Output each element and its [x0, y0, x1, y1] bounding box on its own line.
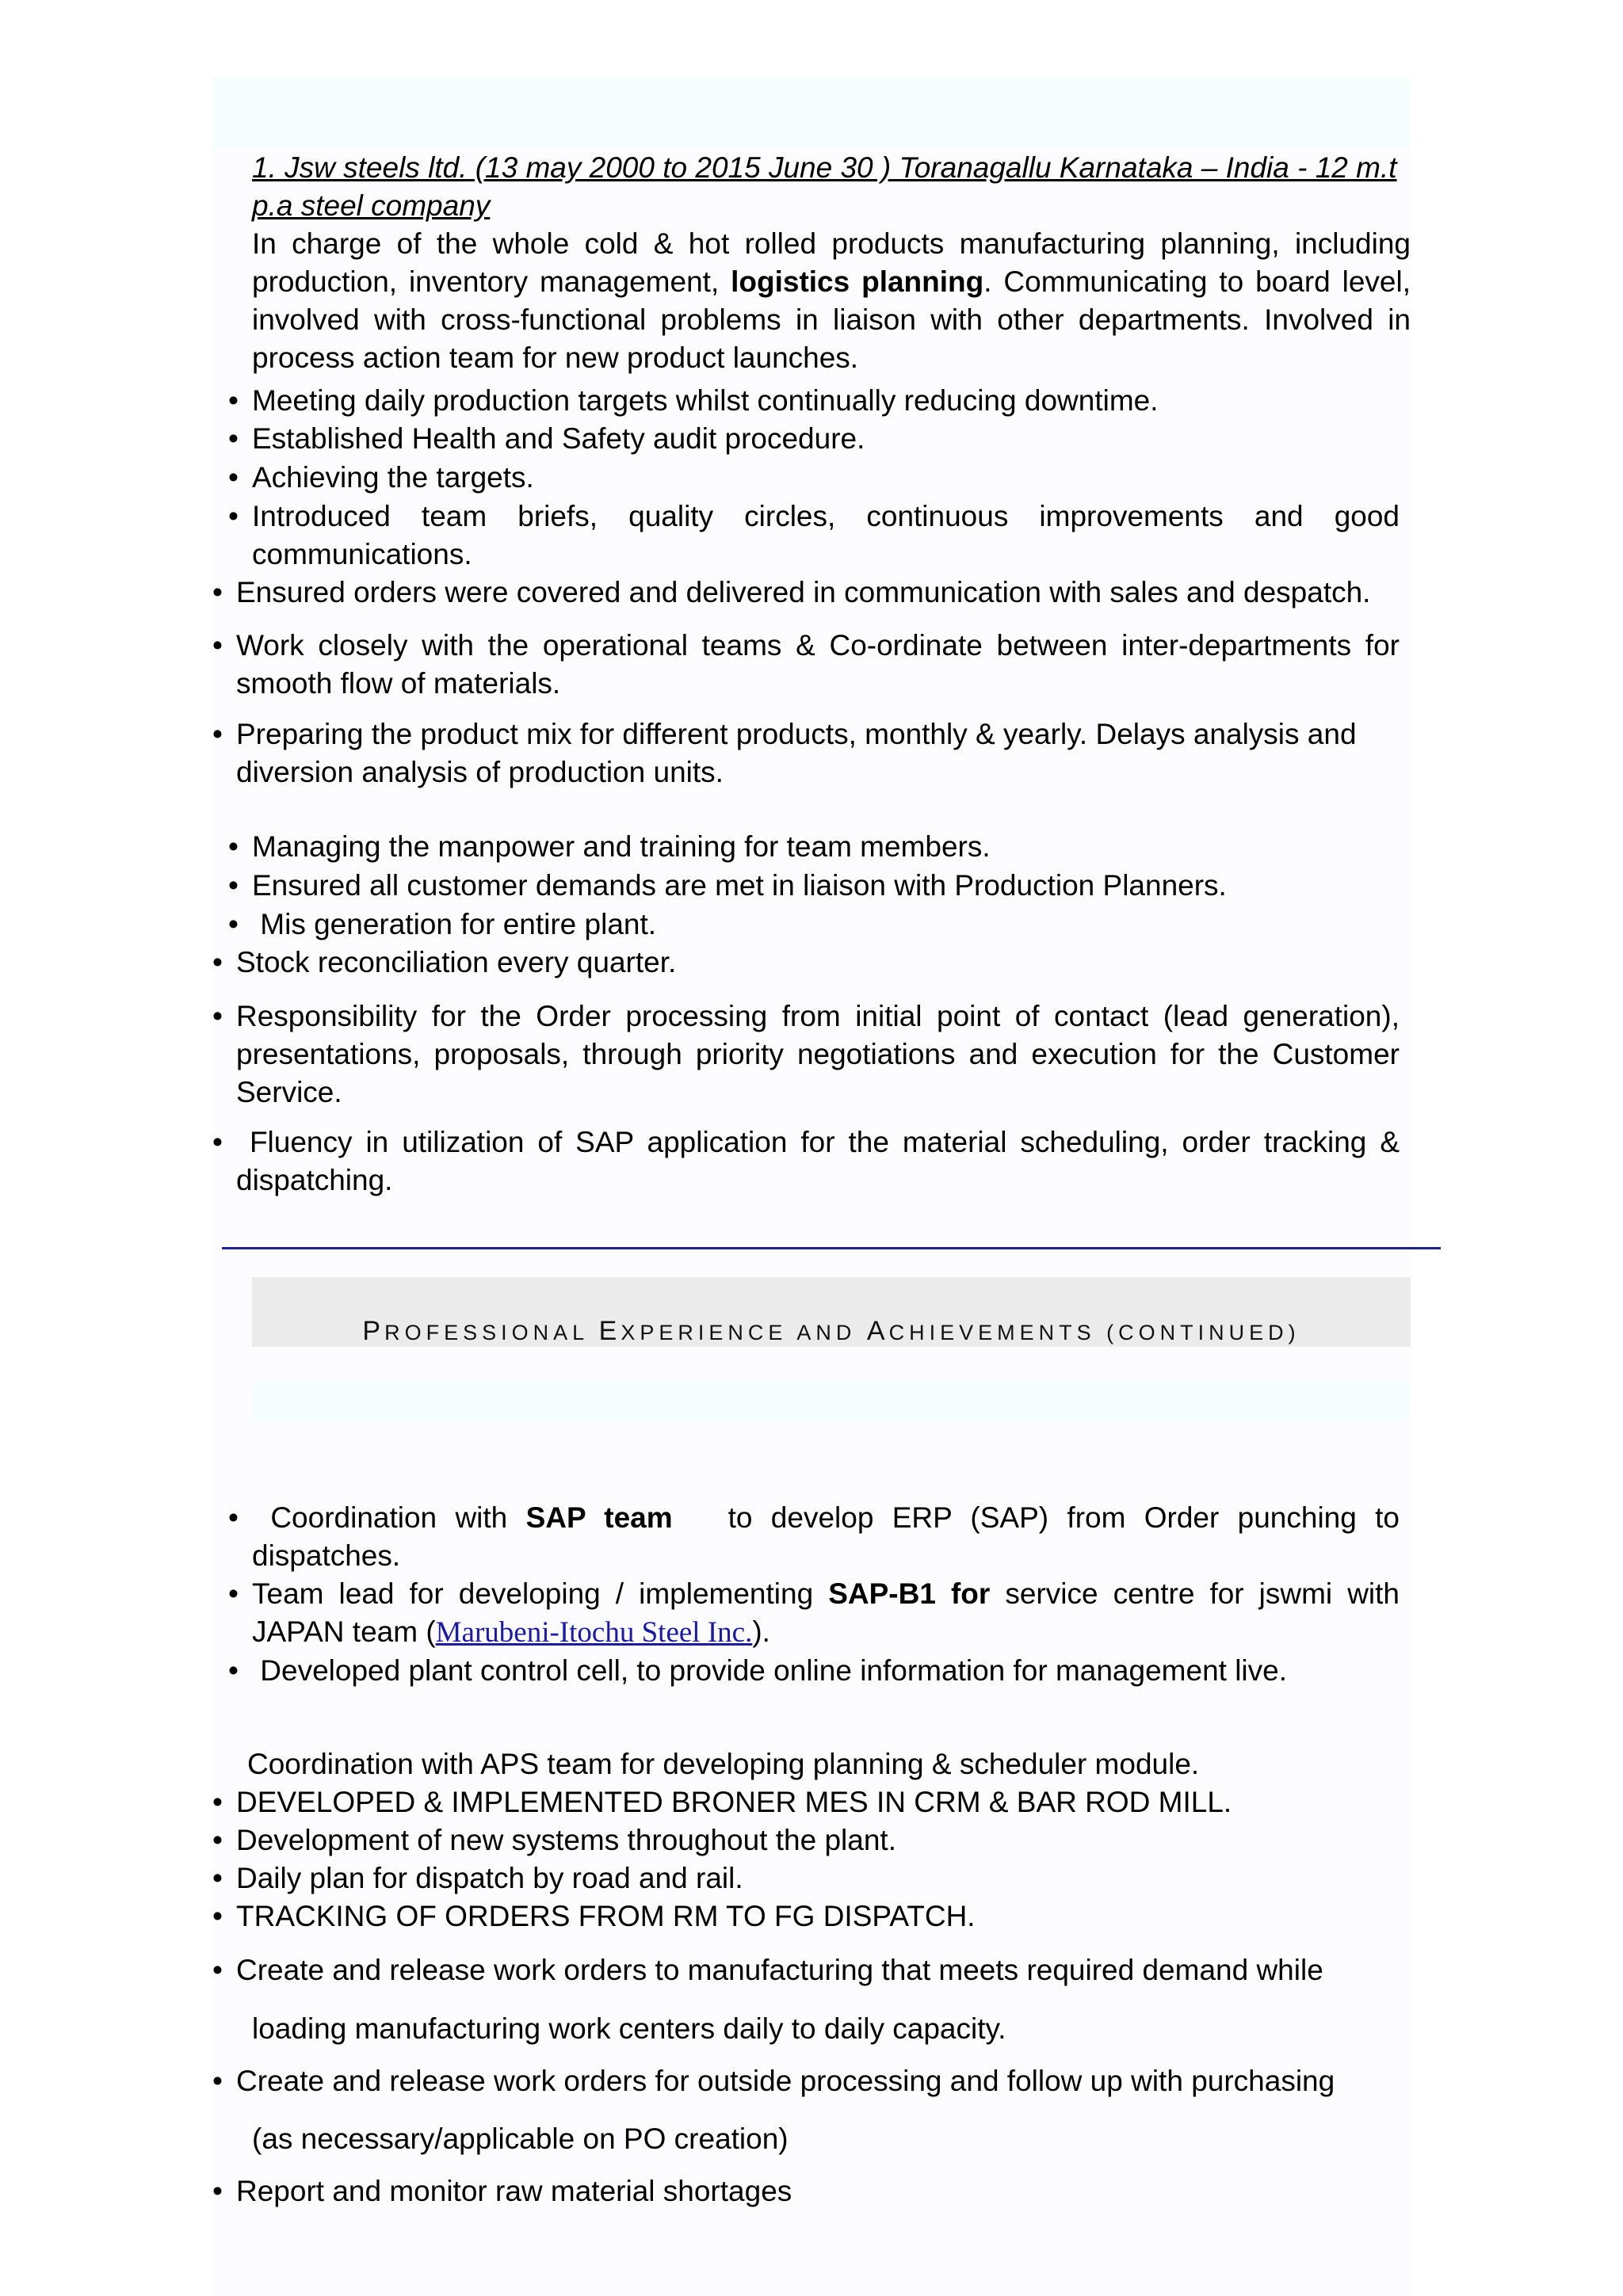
- list-item-continuation: (as necessary/applicable on PO creation): [252, 2122, 789, 2155]
- list-item: • Fluency in utilization of SAP application for the material scheduling, order tracking & dispatching.: [212, 1126, 1408, 1196]
- aps-coordination: Coordination with APS team for developing planning & scheduler module.: [247, 1748, 1200, 1780]
- list-item-continuation: loading manufacturing work centers daily to daily capacity.: [252, 2012, 1006, 2045]
- sap-team-emphasis: SAP team: [525, 1501, 673, 1534]
- section-sub-band: [252, 1383, 1411, 1421]
- resume-page: 1. Jsw steels ltd. (13 may 2000 to 2015 June 30 ) Toranagallu Karnataka – India - 12 m.t p.a steel company In charge of the whole cold & hot rolled products manufacturing planning, including production, inventory management, logistics planning. Communicating to board level, involved with cross-functional problems in liaison with other departments. Involved in process action team for new product launches. • Meeting daily production targets whilst continually reducing downtime. • Established Health and Safety audit procedure. • Achieving the targets. • Introduced team briefs, quality circles, continuous improvements and good communications. • Ensured orders were covered and delivered in communication with sales and despatch. • Work closely with the operational teams & Co-ordinate between inter-departments for smooth flow of materials. • Preparing the product mix for different products, monthly & yearly. Delays analysis and diversion analysis of production units. • Managing the manpower and training for team members. • Ensured all customer demands are met in liaison with Production Planners. • Mis generation for entire plant. • Stock reconciliation every quarter. • Responsibility for the Order processing from initial point of contact (lead generation), presentations, proposals, through priority negotiations and execution for the Customer Service. • Fluency in utilization of SAP application for the material scheduling, order tracking & dispatching. PROFESSIONAL EXPERIENCE AND ACHIEVEMENTS (CONTINUED) • Coordination with SAP team to develop ERP (SAP) from Order punching to dispatches. • Team lead for developing / implementing SAP-B1 for service centre for jswmi with JAPAN team (Marubeni-Itochu Steel Inc.). • Developed plant control cell, to provide online information for management live. Coordination with APS team for developing planning & scheduler module. • DEVELOPED & IMPLEMENTED BRONER MES IN CRM & BAR ROD MILL. • Development of new systems throughout the plant. • Daily plan for dispatch by road and rail. • TRACKING OF ORDERS FROM RM TO FG DISPATCH. • Create and release work orders to manufacturing that meets required demand while loading manufacturing work centers daily to daily capacity. • Create and release work orders for outside processing and follow up with purchasing (as necessary/applicable on PO creation) • Report and monitor raw material shortages: [0, 0, 1623, 2296]
- section-title: PROFESSIONAL EXPERIENCE AND ACHIEVEMENTS (CONTINUED): [362, 1316, 1300, 1346]
- list-item: • Work closely with the operational teams & Co-ordinate between inter-departments for smooth flow of materials.: [212, 629, 1400, 700]
- logistics-planning-emphasis: logistics planning: [731, 265, 984, 298]
- company-heading: 1. Jsw steels ltd. (13 may 2000 to 2015 June 30 ) Toranagallu Karnataka – India - 12 m.t p.a steel company: [252, 151, 1397, 222]
- section-divider: [222, 1247, 1441, 1249]
- list-item: • Coordination with SAP team to develop ERP (SAP) from Order punching to dispatches.: [228, 1501, 1408, 1572]
- sap-b1-emphasis: SAP-B1 for: [828, 1577, 991, 1610]
- list-item: • Team lead for developing / implementing SAP-B1 for service centre for jswmi with JAPAN team (Marubeni-Itochu Steel Inc.).: [228, 1577, 1400, 1649]
- list-item: • Introduced team briefs, quality circles, continuous improvements and good communications.: [228, 500, 1400, 570]
- list-item: • Responsibility for the Order processing from initial point of contact (lead generation), presentations, proposals, through priority negotiations and execution for the Customer Service.: [212, 1000, 1400, 1108]
- job-summary: In charge of the whole cold & hot rolled products manufacturing planning, including production, inventory management, logistics planning. Communicating to board level, involved with cross-functional problems in liaison with other departments. Involved in process action team for new product launches.: [252, 227, 1411, 374]
- list-item: • Preparing the product mix for different products, monthly & yearly. Delays analysis and diversion analysis of production units.: [212, 718, 1357, 788]
- marubeni-itochu-link[interactable]: Marubeni-Itochu Steel Inc.: [435, 1616, 753, 1649]
